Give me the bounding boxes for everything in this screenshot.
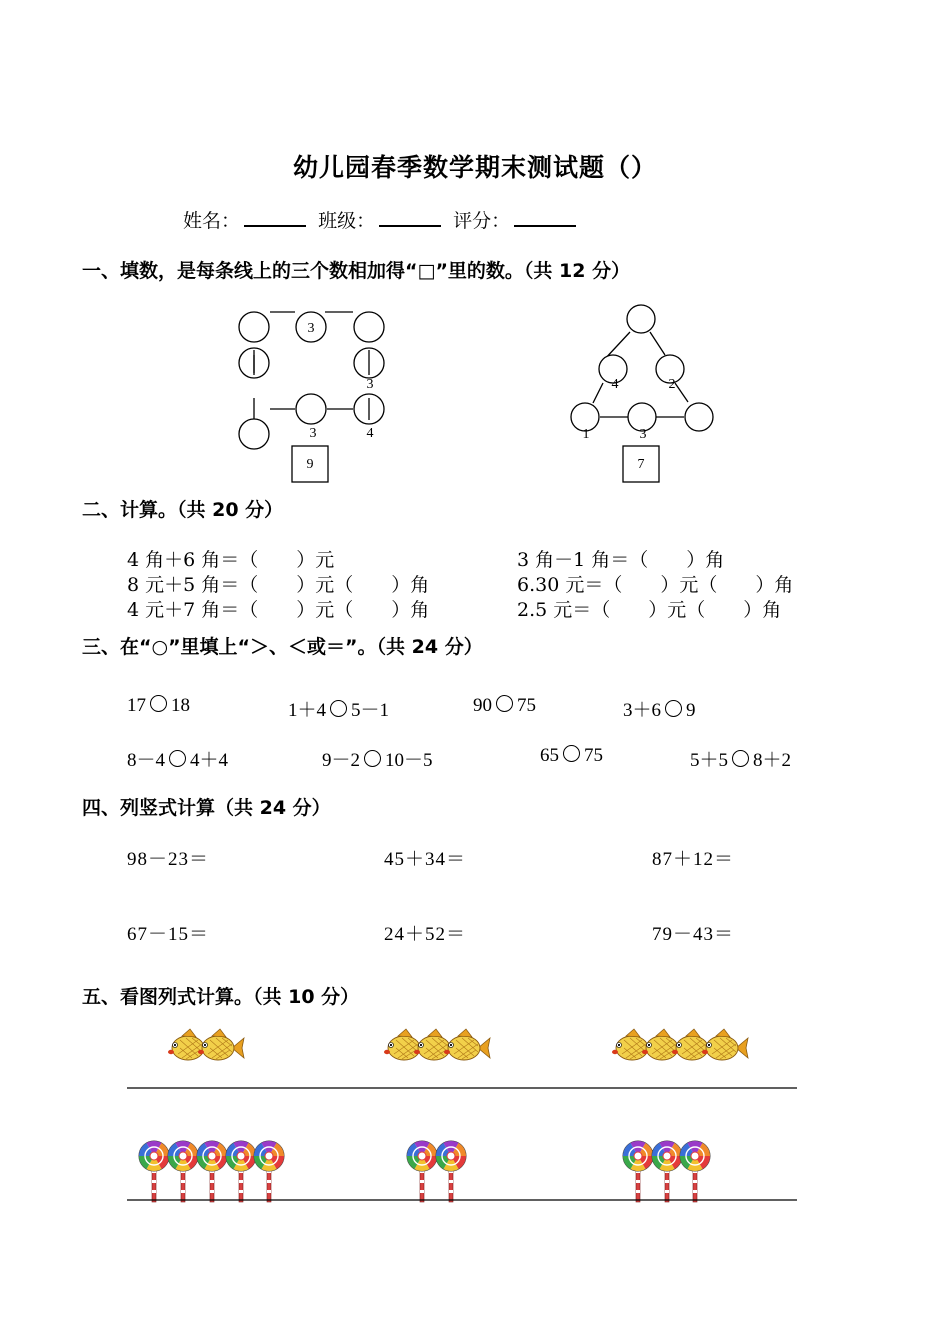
- compare-item: 5＋5 8＋2: [690, 750, 792, 771]
- page-title: 幼儿园春季数学期末测试题（）: [292, 153, 657, 182]
- calc-question: 6.30 元＝（ ）元（ ）角: [517, 574, 794, 596]
- fish-group-1: [168, 1029, 244, 1060]
- target-number: 9: [306, 457, 314, 472]
- fish-group-3: [612, 1029, 748, 1060]
- section-3-heading: 三、在“○”里填上“＞、＜或＝”。（共 24 分）: [82, 636, 483, 658]
- compare-item: 3＋6 9: [623, 700, 696, 721]
- compare-item: 17 18: [127, 695, 190, 716]
- score-blank[interactable]: [514, 209, 576, 227]
- lollipop-group-2: [407, 1141, 466, 1202]
- student-info: [183, 206, 582, 233]
- blank-circle[interactable]: [239, 312, 269, 342]
- compare-circle[interactable]: [665, 700, 682, 717]
- number-label: 4: [366, 426, 374, 441]
- compare-item: 90 75: [473, 695, 536, 716]
- name-blank[interactable]: [244, 209, 306, 227]
- blank-circle[interactable]: [296, 394, 326, 424]
- name-label: 姓名：: [183, 210, 241, 232]
- calc-question: 4 角＋6 角＝（ ）元: [127, 549, 335, 571]
- fish-group-2: [384, 1029, 490, 1060]
- vertical-calc: 24＋52＝: [384, 924, 467, 945]
- compare-circle[interactable]: [496, 695, 513, 712]
- number-label: 3: [309, 426, 317, 441]
- compare-item: 65 75: [540, 745, 603, 766]
- picture-area: [0, 1020, 950, 1220]
- compare-circle[interactable]: [330, 700, 347, 717]
- score-label: 评分：: [453, 210, 511, 232]
- vertical-calc: 79－43＝: [652, 924, 735, 945]
- class-blank[interactable]: [379, 209, 441, 227]
- number-label: 2: [668, 377, 676, 392]
- section-1-heading: 一、填数，是每条线上的三个数相加得“□”里的数。（共 12 分）: [82, 260, 631, 282]
- calc-question: 3 角－1 角＝（ ）角: [517, 549, 725, 571]
- compare-item: 8－4 4＋4: [127, 750, 229, 771]
- number-label: 4: [611, 377, 619, 392]
- vertical-calc: 67－15＝: [127, 924, 210, 945]
- blank-circle[interactable]: [354, 312, 384, 342]
- compare-circle[interactable]: [563, 745, 580, 762]
- blank-circle[interactable]: [627, 305, 655, 333]
- number-label: 3: [366, 377, 374, 392]
- vertical-calc: 87＋12＝: [652, 849, 735, 870]
- vertical-calc: 45＋34＝: [384, 849, 467, 870]
- compare-item: 1＋4 5－1: [288, 700, 390, 721]
- calc-question: 8 元＋5 角＝（ ）元（ ）角: [127, 574, 430, 596]
- blank-circle[interactable]: [239, 419, 269, 449]
- vertical-calc: 98－23＝: [127, 849, 210, 870]
- blank-circle[interactable]: [685, 403, 713, 431]
- triangle-sum-diagram: [560, 295, 730, 490]
- compare-circle[interactable]: [364, 750, 381, 767]
- number-label: 3: [307, 321, 315, 336]
- compare-circle[interactable]: [150, 695, 167, 712]
- lollipop-group-1: [139, 1141, 284, 1202]
- calc-question: 2.5 元＝（ ）元（ ）角: [517, 599, 782, 621]
- lollipop-group-3: [623, 1141, 710, 1202]
- class-label: 班级：: [318, 210, 376, 232]
- section-4-heading: 四、列竖式计算（共 24 分）: [82, 797, 331, 819]
- target-number: 7: [637, 457, 645, 472]
- section-5-heading: 五、看图列式计算。（共 10 分）: [82, 986, 360, 1008]
- calc-question: 4 元＋7 角＝（ ）元（ ）角: [127, 599, 430, 621]
- number-label: 1: [582, 427, 590, 442]
- square-sum-diagram: [225, 295, 400, 490]
- number-label: 3: [639, 427, 647, 442]
- section-2-heading: 二、计算。（共 20 分）: [82, 499, 284, 521]
- compare-circle[interactable]: [732, 750, 749, 767]
- compare-circle[interactable]: [169, 750, 186, 767]
- compare-item: 9－2 10－5: [322, 750, 433, 771]
